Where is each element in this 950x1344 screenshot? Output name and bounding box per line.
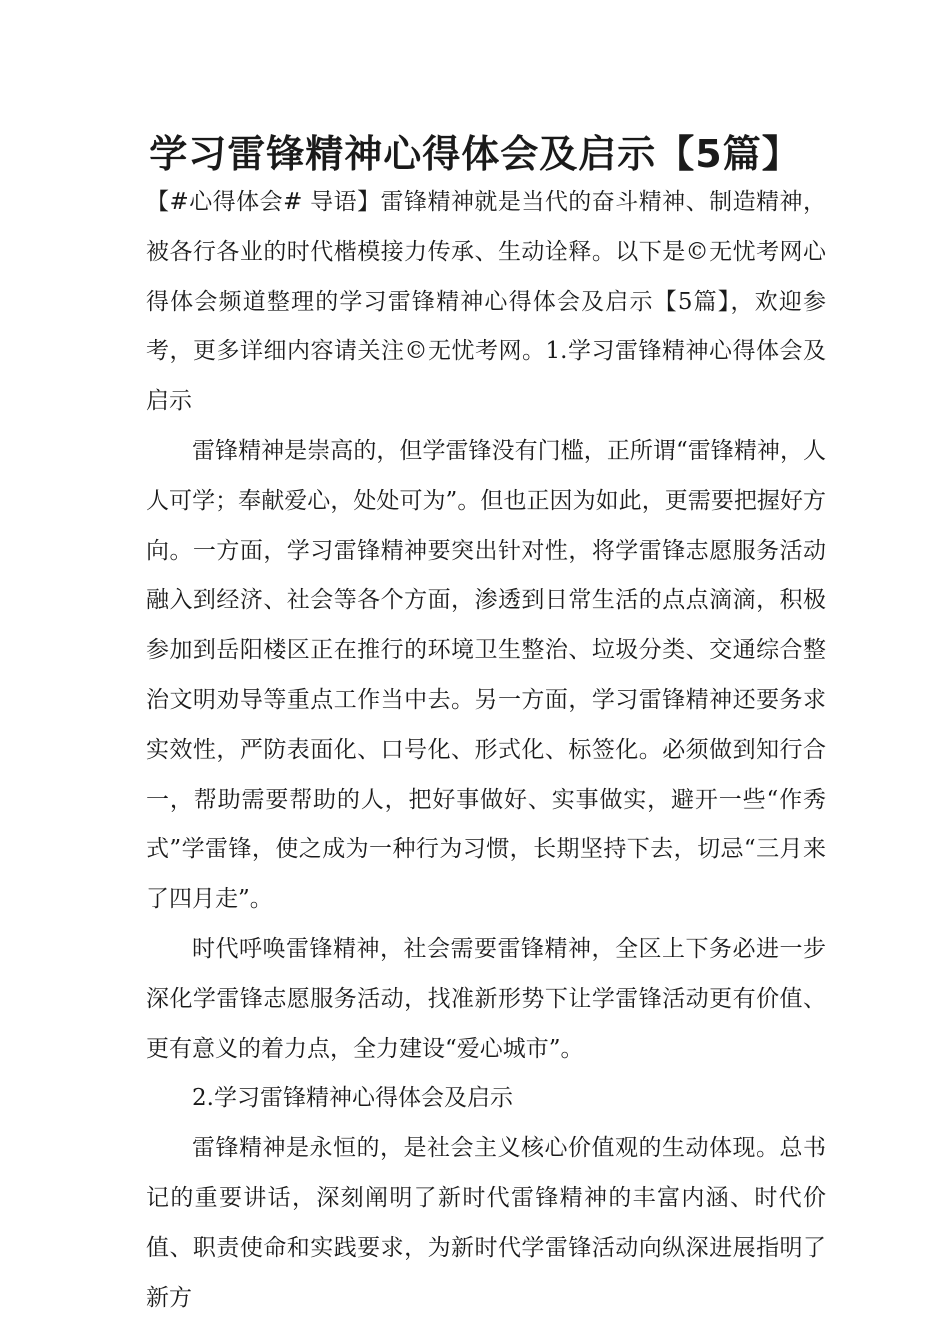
section-heading-2: 2.学习雷锋精神心得体会及启示 [192, 1085, 513, 1112]
document-title: 学习雷锋精神心得体会及启示【5篇】 [149, 132, 801, 176]
document-body [146, 178, 826, 1323]
paragraph-section1-conclusion: 时代呼唤雷锋精神，社会需要雷锋精神，全区上下务必进一步深化学雷锋志愿服务活动，找准新形势下让学雷锋活动更有价值、更有意义的着力点，全力建设“爱心城市”。 [146, 935, 826, 1062]
paragraph-intro: 【#心得体会# 导语】雷锋精神就是当代的奋斗精神、制造精神，被各行各业的时代楷模接力传承、生动诠释。以下是©无忧考网心得体会频道整理的学习雷锋精神心得体会及启示【5篇】，欢迎参考，更多详细内容请关注©无忧考网。1.学习雷锋精神心得体会及启示 [146, 189, 826, 415]
paragraph-section2-body: 雷锋精神是永恒的，是社会主义核心价值观的生动体现。总书记的重要讲话，深刻阐明了新时代雷锋精神的丰富内涵、时代价值、职责使命和实践要求，为新时代学雷锋活动向纵深进展指明了新方 [146, 1135, 826, 1311]
paragraph-section1-body: 雷锋精神是崇高的，但学雷锋没有门槛，正所谓“雷锋精神，人人可学；奉献爱心，处处可为”。但也正因为如此，更需要把握好方向。一方面，学习雷锋精神要突出针对性，将学雷锋志愿服务活动融入到经济、社会等各个方面，渗透到日常生活的点点滴滴，积极参加到岳阳楼区正在推行的环境卫生整治、垃圾分类、交通综合整治文明劝导等重点工作当中去。另一方面，学习雷锋精神还要务求实效性，严防表面化、口号化、形式化、标签化。必须做到知行合一，帮助需要帮助的人，把好事做好、实事做实，避开一些“作秀式”学雷锋，使之成为一种行为习惯，长期坚持下去，切忌“三月来了四月走”。 [146, 437, 826, 913]
